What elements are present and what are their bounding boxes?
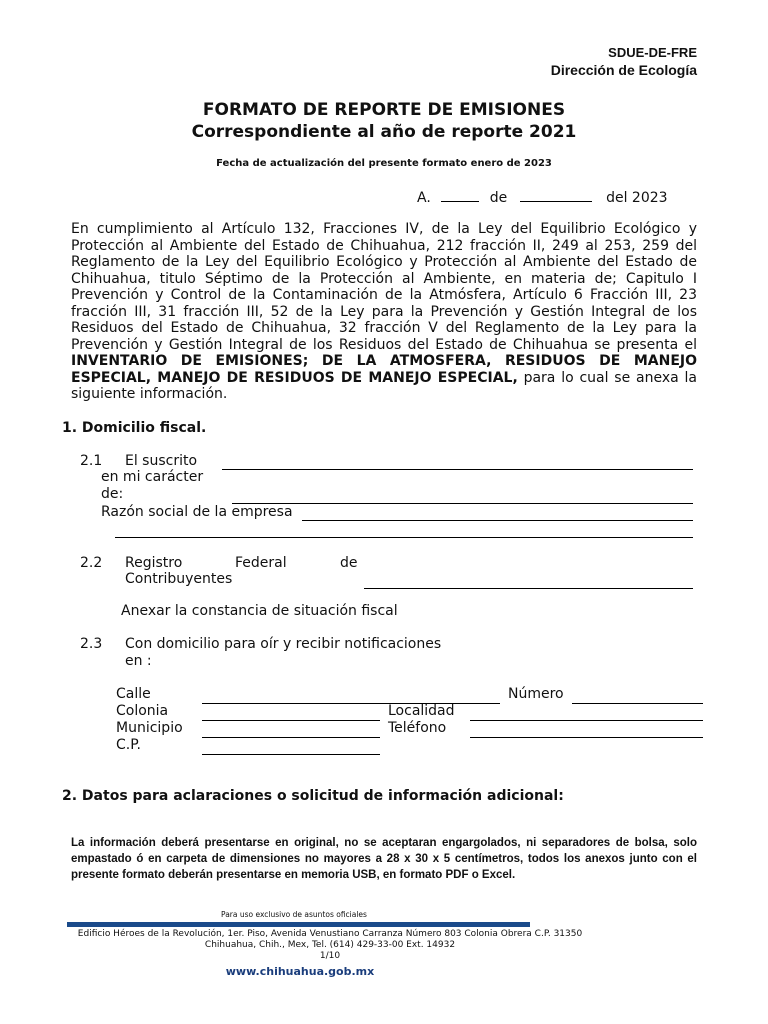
colonia-field[interactable] [202, 720, 380, 721]
telefono-field[interactable] [470, 737, 703, 738]
footer-address-line-1: Edificio Héroes de la Revolución, 1er. Piso, Avenida Venustiano Carranza Número 803 Colonia Obrera C.P. 31350 [77, 929, 583, 939]
numero-label: Número [508, 686, 564, 702]
caracter-label-de: de: [101, 486, 124, 502]
footer-accent-bar [67, 922, 530, 927]
section-2-title: 2. Datos para aclaraciones o solicitud de información adicional: [62, 788, 564, 804]
razon-social-field[interactable] [302, 520, 693, 521]
rfc-field[interactable] [364, 588, 693, 589]
day-field[interactable] [441, 188, 479, 202]
municipio-label: Municipio [116, 720, 183, 736]
date-prefix: A. [417, 190, 431, 206]
section-1-title: 1. Domicilio fiscal. [62, 420, 207, 436]
cp-label: C.P. [116, 737, 141, 753]
telefono-label: Teléfono [388, 720, 447, 736]
domicilio-label: Con domicilio para oír y recibir notificaciones [125, 636, 442, 652]
rfc-word-2: Federal [235, 555, 287, 571]
intro-paragraph [71, 221, 697, 403]
intro-bold: INVENTARIO DE EMISIONES; DE LA ATMOSFERA, RESIDUOS DE MANEJO ESPECIAL, MANEJO DE RESIDUOS DE MANEJO ESPECIAL, [71, 353, 697, 386]
numero-field[interactable] [572, 703, 703, 704]
date-suffix: del 2023 [606, 190, 668, 206]
intro-tail: para lo cual se anexa la siguiente información. [71, 369, 697, 402]
calle-field[interactable] [202, 703, 500, 704]
rfc-label-contribuyentes: Contribuyentes [125, 571, 233, 587]
caracter-label: en mi carácter [101, 469, 204, 485]
rfc-word-3: de [340, 555, 358, 571]
department-name: Dirección de Ecología [550, 62, 697, 78]
item-2-3-number: 2.3 [80, 636, 103, 652]
page-number: 1/10 [319, 951, 341, 961]
date-middle: de [489, 190, 508, 206]
document-code: SDUE-DE-FRE [608, 45, 697, 60]
cp-field[interactable] [202, 754, 380, 755]
intro-text: En cumplimiento al Artículo 132, Fracciones IV, de la Ley del Equilibrio Ecológico y Protección al Ambiente del Estado de Chihuahua, 212 fracción II, 249 al 253, 259 del Reglamento de la Ley del Equilibrio Ecológico y Protección al Ambiente del Estado de Chihuahua, titulo Séptimo de la Protección al Ambiente, en materia de; Capitulo I Prevención y Control de la Contaminación de la Atmósfera, Artículo 6 Fracción III, 23 fracción III, 31 fracción III, 52 de la Ley para la Prevención y Gestión Integral de los Residuos del Estado de Chihuahua, 32 fracción V del Reglamento de la Ley para la Prevención y Gestión Integral de los Residuos del Estado de Chihuahua se presenta el [71, 221, 697, 353]
official-use-note: Para uso exclusivo de asuntos oficiales [221, 910, 367, 919]
update-note: Fecha de actualización del presente formato enero de 2023 [216, 158, 552, 169]
website-link[interactable]: www.chihuahua.gob.mx [225, 965, 375, 978]
domicilio-label-en: en : [125, 653, 152, 669]
date-line [417, 188, 668, 206]
suscrito-field[interactable] [222, 469, 693, 470]
municipio-field[interactable] [202, 737, 380, 738]
footer-address-line-2: Chihuahua, Chih., Mex, Tel. (614) 429-33-00 Ext. 14932 [204, 940, 456, 950]
month-field[interactable] [520, 188, 592, 202]
form-subtitle: Correspondiente al año de reporte 2021 [191, 122, 577, 142]
item-2-1-number: 2.1 [80, 453, 103, 469]
calle-label: Calle [116, 686, 151, 702]
localidad-field[interactable] [470, 720, 703, 721]
item-2-2-number: 2.2 [80, 555, 103, 571]
rfc-word-1: Registro [125, 555, 183, 571]
localidad-label: Localidad [388, 703, 455, 719]
form-title: FORMATO DE REPORTE DE EMISIONES [202, 100, 566, 120]
constancia-note: Anexar la constancia de situación fiscal [121, 603, 398, 619]
caracter-field[interactable] [232, 503, 693, 504]
colonia-label: Colonia [116, 703, 169, 719]
suscrito-label: El suscrito [125, 453, 198, 469]
submission-notice: La información deberá presentarse en original, no se aceptaran engargolados, ni separadores de bolsa, solo empastado ó en carpeta de dimensiones no mayores a 28 x 30 x 5 centímetros, todos los anexos junto con el presente formato deberán presentarse en memoria USB, en formato PDF o Excel. [71, 837, 697, 881]
razon-social-field-continued[interactable] [115, 537, 693, 538]
razon-social-label: Razón social de la empresa [101, 504, 293, 520]
